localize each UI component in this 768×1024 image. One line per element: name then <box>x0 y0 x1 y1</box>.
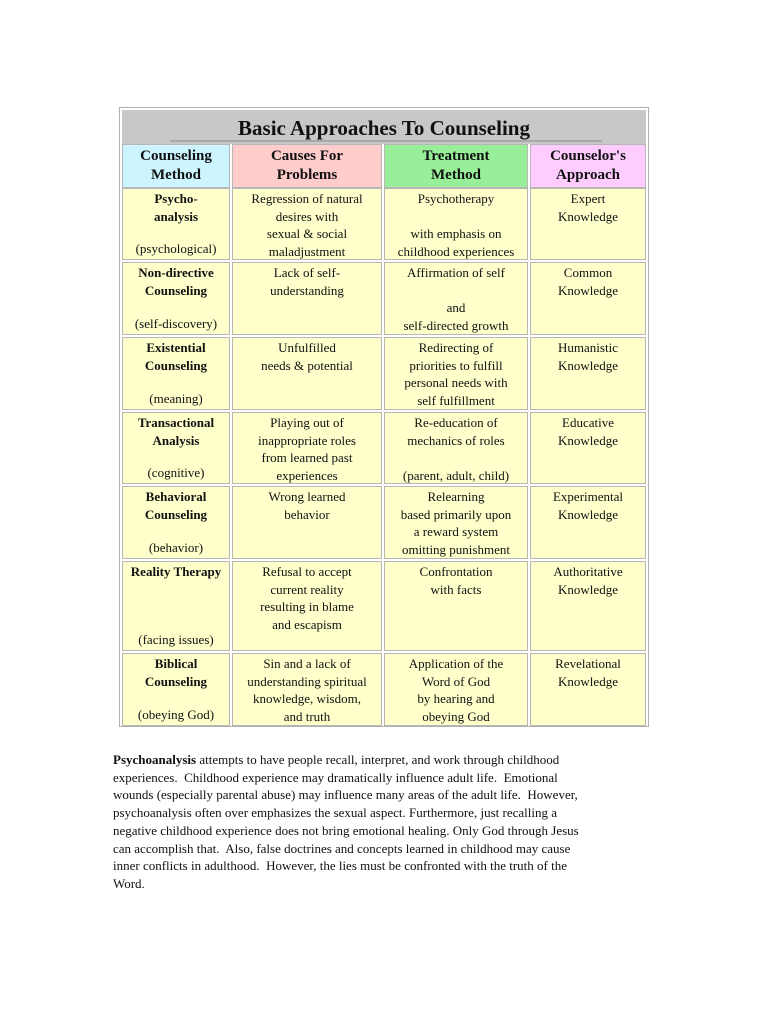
causes-cell-line: needs & potential <box>261 357 353 373</box>
treatment-cell-line: Affirmation of self <box>407 265 505 280</box>
treatment-cell-line: Redirecting of <box>418 340 494 355</box>
causes-cell-line: Refusal to accept <box>262 564 352 579</box>
approach-cell-line: Revelational <box>555 656 621 671</box>
header-line: Method <box>151 167 201 183</box>
approach-cell <box>530 262 646 335</box>
causes-cell-line: behavior <box>284 506 330 522</box>
causes-cell-line: from learned past <box>261 450 353 465</box>
approach-cell-line: Knowledge <box>558 282 618 298</box>
treatment-cell-line: obeying God <box>422 708 490 724</box>
header-counseling-method <box>122 144 230 188</box>
method-category: (psychological) <box>135 240 217 256</box>
paragraph-line: negative childhood experience does not bring emotional healing. Only God through Jesus <box>113 822 579 838</box>
causes-cell <box>232 486 382 559</box>
treatment-cell-line: and <box>446 300 466 315</box>
method-cell-line: Counseling <box>144 357 208 373</box>
method-cell-line: Non-directive <box>138 265 214 280</box>
method-cell-line: Analysis <box>152 432 200 448</box>
treatment-cell-spacer <box>385 208 527 226</box>
approach-cell <box>530 412 646 484</box>
method-category: (behavior) <box>148 539 204 555</box>
causes-cell-line: understanding spiritual <box>247 673 367 689</box>
causes-cell-line: current reality <box>270 581 344 597</box>
approach-cell-line: Knowledge <box>558 432 618 448</box>
header-line: Causes For <box>270 148 344 164</box>
method-category: (cognitive) <box>147 464 205 480</box>
causes-cell-line: Unfulfilled <box>278 340 336 355</box>
header-line: Method <box>431 167 481 183</box>
header-line: Problems <box>276 167 338 183</box>
treatment-cell-line: (parent, adult, child) <box>402 467 510 483</box>
header-line: Counselor's <box>550 148 626 164</box>
treatment-cell-line: based primarily upon <box>400 506 512 522</box>
approach-cell-line: Knowledge <box>558 673 618 689</box>
approach-cell <box>530 188 646 260</box>
table-title-band <box>122 110 646 144</box>
treatment-cell-line: Confrontation <box>419 564 493 579</box>
method-cell-line: Counseling <box>144 282 208 298</box>
approach-cell-line: Experimental <box>552 489 624 504</box>
method-cell-line: Transactional <box>137 415 215 430</box>
header-treatment <box>384 144 528 188</box>
method-cell <box>122 262 230 335</box>
approach-cell-line: Expert <box>570 191 606 206</box>
approach-cell <box>530 653 646 726</box>
treatment-cell-line: with facts <box>430 581 482 597</box>
causes-cell-line: resulting in blame <box>260 599 354 614</box>
treatment-cell-line: Psychotherapy <box>417 191 495 206</box>
approach-cell-line: Authoritative <box>553 564 623 579</box>
causes-cell <box>232 262 382 335</box>
causes-cell-line: Regression of natural <box>251 191 363 206</box>
treatment-cell-line: Word of God <box>421 673 491 689</box>
header-causes <box>232 144 382 188</box>
treatment-cell <box>384 653 528 726</box>
treatment-cell-line: Relearning <box>427 489 485 504</box>
method-category: (meaning) <box>149 390 203 406</box>
approach-cell <box>530 561 646 651</box>
causes-cell <box>232 188 382 260</box>
approach-cell-line: Knowledge <box>558 506 618 522</box>
treatment-cell-line: with emphasis on <box>410 226 502 241</box>
paragraph-line: can accomplish that. Also, false doctrines and concepts learned in childhood may cause <box>113 840 571 856</box>
treatment-cell-line: self fulfillment <box>417 392 495 408</box>
treatment-cell <box>384 412 528 484</box>
method-cell-line: Reality Therapy <box>130 564 222 579</box>
method-cell-line: Psycho- <box>154 191 198 206</box>
paragraph-term: Psychoanalysis <box>113 752 197 767</box>
causes-cell-line: maladjustment <box>268 243 346 259</box>
header-line: Treatment <box>422 148 490 164</box>
method-cell-line: Counseling <box>144 673 208 689</box>
paragraph-line: wounds (especially parental abuse) may influence many areas of the adult life. However, <box>113 787 578 803</box>
method-cell-line: Existential <box>146 340 206 355</box>
causes-cell <box>232 337 382 410</box>
causes-cell-line: Sin and a lack of <box>263 656 351 671</box>
approach-cell-line: Knowledge <box>558 357 618 373</box>
treatment-cell-line: priorities to fulfill <box>409 357 503 373</box>
method-cell-line: Behavioral <box>145 489 207 504</box>
approach-cell <box>530 337 646 410</box>
method-cell <box>122 653 230 726</box>
paragraph-line: psychoanalysis often over emphasizes the sexual aspect. Furthermore, just recalling a <box>113 805 558 821</box>
title-underline <box>170 140 602 142</box>
approach-cell-line: Educative <box>562 415 614 430</box>
treatment-cell-line: Application of the <box>408 656 504 671</box>
treatment-cell-line: childhood experiences <box>397 243 515 259</box>
method-cell <box>122 188 230 260</box>
method-category: (self-discovery) <box>134 315 218 331</box>
causes-cell <box>232 653 382 726</box>
causes-cell-line: Wrong learned <box>268 489 346 504</box>
method-cell-line: Counseling <box>144 506 208 522</box>
approach-cell <box>530 486 646 559</box>
causes-cell-line: sexual & social <box>266 226 348 241</box>
method-cell-line: analysis <box>153 208 199 224</box>
method-cell <box>122 337 230 410</box>
causes-cell-line: desires with <box>275 208 339 224</box>
psychoanalysis-paragraph <box>113 751 658 893</box>
treatment-cell <box>384 486 528 559</box>
causes-cell-line: Lack of self- <box>273 265 341 280</box>
causes-cell-line: and escapism <box>272 616 342 632</box>
treatment-cell <box>384 337 528 410</box>
causes-cell-line: understanding <box>270 282 344 298</box>
treatment-cell-line: self-directed growth <box>403 317 509 333</box>
treatment-cell <box>384 561 528 651</box>
paragraph-line: Word. <box>113 875 145 891</box>
method-cell <box>122 412 230 484</box>
paragraph-line: attempts to have people recall, interpret, and work through childhood <box>196 752 560 767</box>
method-category: (facing issues) <box>138 631 214 647</box>
treatment-cell-line: omitting punishment <box>402 541 510 557</box>
approach-cell-line: Knowledge <box>558 208 618 224</box>
paragraph-line: experiences. Childhood experience may dramatically influence adult life. Emotional <box>113 769 558 785</box>
causes-cell-line: knowledge, wisdom, <box>253 691 361 706</box>
treatment-cell-line: a reward system <box>413 524 499 539</box>
causes-cell-line: experiences <box>276 467 338 483</box>
approach-cell-line: Common <box>563 265 613 280</box>
header-line: Approach <box>556 167 620 183</box>
causes-cell-line: inappropriate roles <box>258 432 356 448</box>
treatment-cell-line: mechanics of roles <box>407 432 505 448</box>
treatment-cell-spacer <box>385 282 527 300</box>
treatment-cell-line: personal needs with <box>404 375 508 390</box>
header-approach <box>530 144 646 188</box>
treatment-cell-line: by hearing and <box>417 691 495 706</box>
approach-cell-line: Knowledge <box>558 581 618 597</box>
treatment-cell <box>384 262 528 335</box>
method-cell <box>122 486 230 559</box>
table-title: Basic Approaches To Counseling <box>238 116 530 140</box>
treatment-cell-spacer <box>385 449 527 467</box>
approach-cell-line: Humanistic <box>558 340 618 355</box>
method-cell-line: Biblical <box>154 656 198 671</box>
treatment-cell-line: Re-education of <box>414 415 498 430</box>
causes-cell <box>232 561 382 651</box>
header-line: Counseling <box>140 148 212 164</box>
paragraph-line: inner conflicts in adulthood. However, the lies must be confronted with the truth of the <box>113 858 568 874</box>
method-category: (obeying God) <box>137 706 215 722</box>
causes-cell <box>232 412 382 484</box>
causes-cell-line: and truth <box>283 708 331 724</box>
treatment-cell <box>384 188 528 260</box>
method-cell <box>122 561 230 651</box>
counseling-table <box>119 107 649 727</box>
causes-cell-line: Playing out of <box>270 415 344 430</box>
